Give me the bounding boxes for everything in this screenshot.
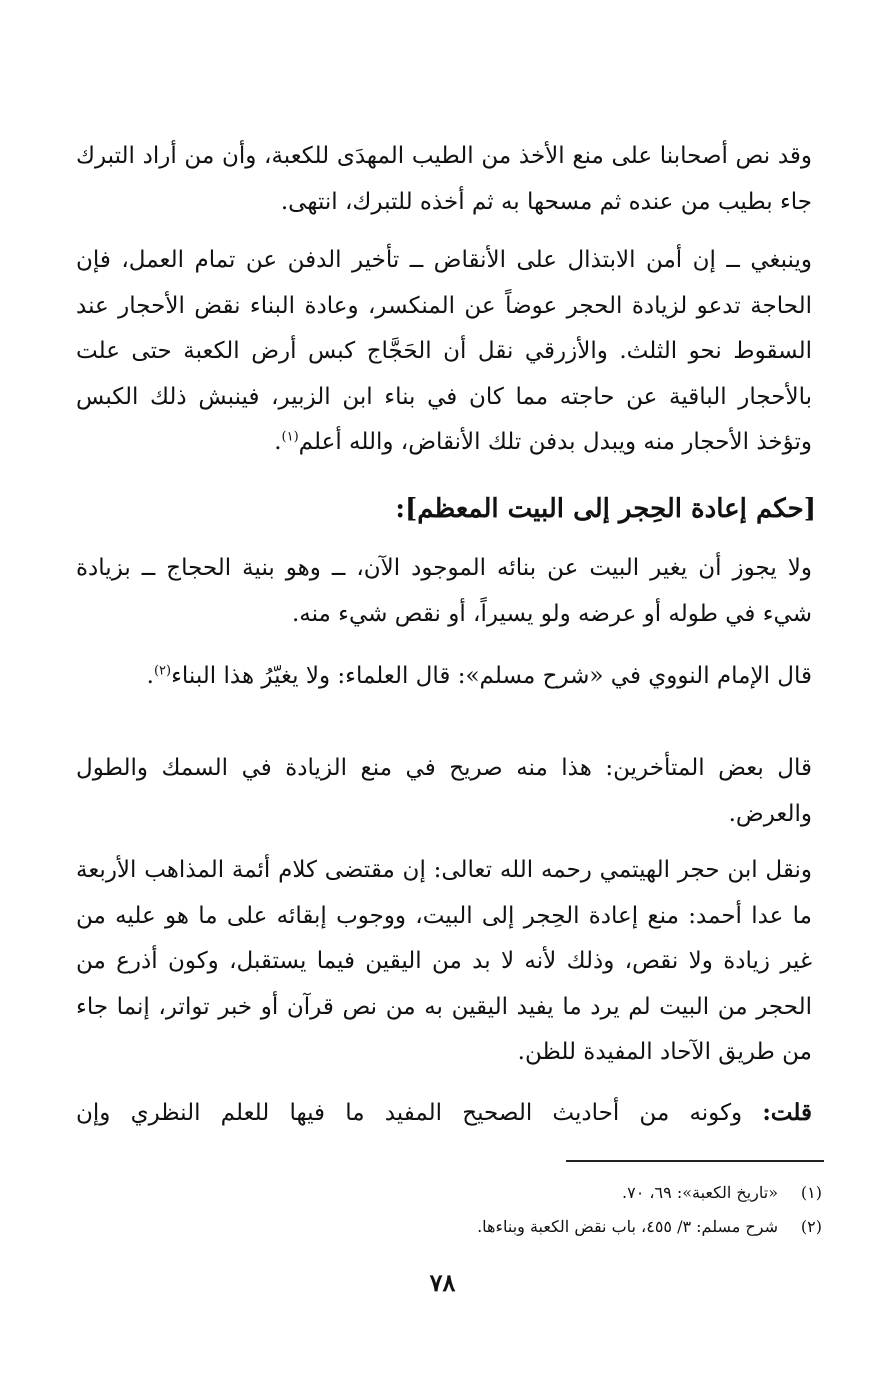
paragraph-3 [76, 546, 812, 637]
paragraph-4-end: . [146, 663, 154, 689]
paragraph-1 [76, 134, 812, 225]
paragraph-7-lead: قلت: [762, 1099, 812, 1126]
paragraph-2 [76, 238, 812, 466]
paragraph-1-text: وقد نص أصحابنا على منع الأخذ من الطيب المهدَى للكعبة، وأن من أراد التبرك جاء بطيب من عنده ثم مسحها به ثم أخذه للتبرك، انتهى. [76, 143, 812, 215]
paragraph-4-text: قال الإمام النووي في «شرح مسلم»: قال العلماء: ولا يغيّرُ هذا البناء [171, 663, 812, 689]
footnote-ref-2[interactable]: (٢) [153, 663, 172, 679]
footnote-1-number: (١) [800, 1183, 822, 1202]
paragraph-4 [76, 654, 812, 700]
footnote-1-text: «تاريخ الكعبة»: ٦٩، ٧٠. [622, 1183, 778, 1202]
footnote-2-text: شرح مسلم: ٣/ ٤٥٥، باب نقض الكعبة وبناءها. [477, 1217, 778, 1236]
paragraph-2-text: وينبغي ــ إن أمن الابتذال على الأنقاض ــ تأخير الدفن عن تمام العمل، فإن الحاجة تدعو لزيادة الحجر عوضاً عن المنكسر، وعادة البناء نقض الأحجار عند السقوط نحو الثلث. والأزرقي نقل أن الحَجَّاج كبس أرض الكعبة حتى علت بالأحجار الباقية عن حاجته مما كان في بناء ابن الزبير، فينبش ذلك الكبس وتؤخذ الأحجار منه ويبدل بدفن تلك الأنقاض، والله أعلم [76, 247, 812, 455]
paragraph-6-text: ونقل ابن حجر الهيتمي رحمه الله تعالى: إن مقتضى كلام أئمة المذاهب الأربعة ما عدا أحمد: منع إعادة الحِجر إلى البيت، ووجوب إبقائه على ما هو عليه من غير زيادة ولا نقص، وذلك لأنه لا بد من اليقين فيما يستقبل، وكون أذرع من الحجر من البيت لم يرد ما يفيد اليقين به من نص قرآن أو خبر تواتر، إنما جاء من طريق الآحاد المفيدة للظن. [76, 857, 812, 1065]
section-heading: [حكم إعادة الحِجر إلى البيت المعظم]: [395, 494, 816, 524]
footnotes [76, 1176, 822, 1244]
paragraph-7-text: وكونه من أحاديث الصحيح المفيد ما فيها للعلم النظري وإن [76, 1100, 763, 1126]
paragraph-2-end: . [274, 429, 282, 455]
footnote-2 [76, 1210, 822, 1244]
paragraph-5 [76, 746, 812, 837]
paragraph-3-text: ولا يجوز أن يغير البيت عن بنائه الموجود الآن، ــ وهو بنية الحجاج ــ بزيادة شيء في طوله أو عرضه ولو يسيراً، أو نقص شيء منه. [76, 555, 812, 627]
paragraph-5-text: قال بعض المتأخرين: هذا منه صريح في منع الزيادة في السمك والطول والعرض. [76, 755, 812, 827]
footnote-ref-1[interactable]: (١) [281, 429, 299, 445]
footnote-1 [76, 1176, 822, 1210]
page-number: ٧٨ [429, 1268, 456, 1297]
footnote-2-number: (٢) [800, 1217, 822, 1236]
footnote-divider [566, 1160, 824, 1162]
paragraph-7 [76, 1090, 812, 1137]
paragraph-6 [76, 848, 812, 1076]
